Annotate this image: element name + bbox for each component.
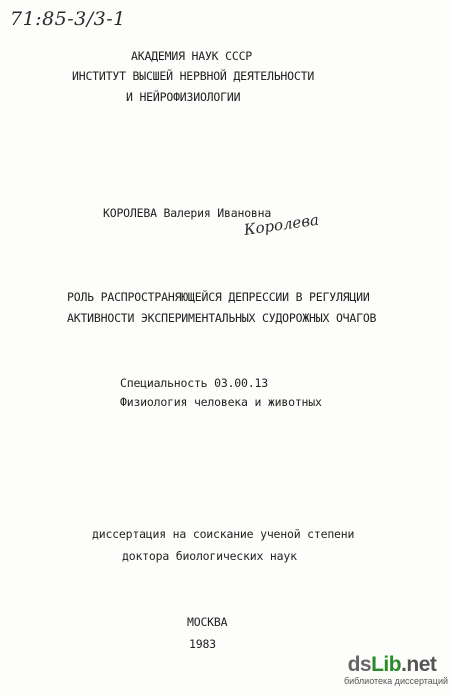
archive-mark: 71:85-3/3-1 xyxy=(10,8,126,30)
header-academy: АКАДЕМИЯ НАУК СССР xyxy=(131,49,253,63)
author-name: КОРОЛЕВА Валерия Ивановна xyxy=(103,206,272,220)
dslib-watermark[interactable] xyxy=(344,653,449,687)
year: 1983 xyxy=(189,637,216,651)
degree-line2: доктора биологических наук xyxy=(122,549,297,563)
specialty-name: Физиология человека и животных xyxy=(120,395,322,409)
dslib-logo: dsLib.net xyxy=(347,653,437,676)
city: МОСКВА xyxy=(187,615,228,629)
header-neurophysiology: И НЕЙРОФИЗИОЛОГИИ xyxy=(126,90,241,104)
thesis-title-line2: АКТИВНОСТИ ЭКСПЕРИМЕНТАЛЬНЫХ СУДОРОЖНЫХ ОЧАГОВ xyxy=(67,311,377,325)
degree-line1: диссертация на соискание ученой степени xyxy=(92,527,355,541)
dslib-subtitle: библиотека диссертаций xyxy=(344,676,449,686)
thesis-title-line1: РОЛЬ РАСПРОСТРАНЯЮЩЕЙСЯ ДЕПРЕССИИ В РЕГУЛЯЦИИ xyxy=(67,290,370,304)
author-signature: Королева xyxy=(242,210,320,239)
header-institute: ИНСТИТУТ ВЫСШЕЙ НЕРВНОЙ ДЕЯТЕЛЬНОСТИ xyxy=(72,69,315,83)
specialty-code: Специальность 03.00.13 xyxy=(120,376,268,390)
